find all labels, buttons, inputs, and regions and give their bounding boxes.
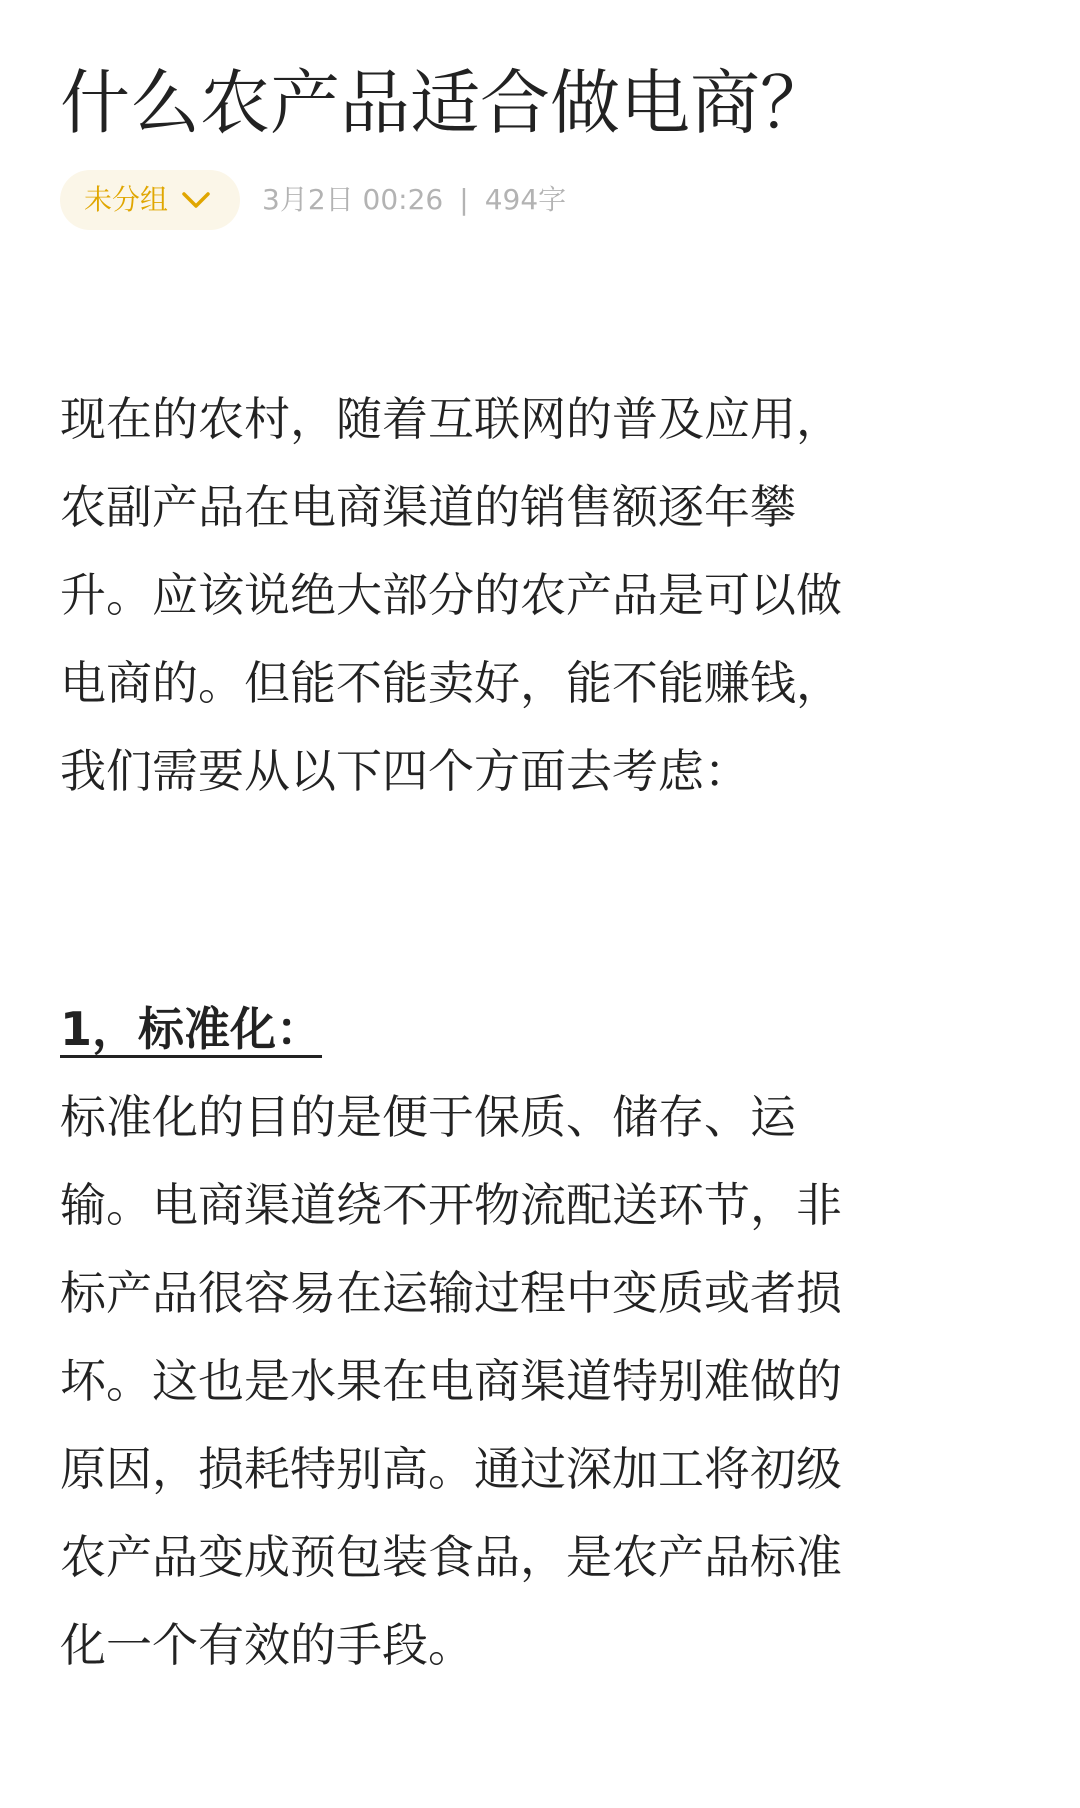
meta-separator: | bbox=[459, 183, 469, 216]
note-date: 3月2日 00:26 bbox=[262, 183, 444, 216]
section-heading: 1，标准化： bbox=[60, 1002, 323, 1056]
note-body[interactable] bbox=[60, 375, 1020, 1689]
intro-paragraph: 现在的农村，随着互联网的普及应用， 农副产品在电商渠道的销售额逐年攀 升。应该说绝大部分的农产品是可以做 电商的。但能不能卖好，能不能赚钱， 我们需要从以下四个方面去考虑： bbox=[60, 392, 842, 798]
group-label: 未分组 bbox=[84, 183, 169, 216]
note-meta bbox=[60, 170, 566, 230]
note-title[interactable]: 什么农产品适合做电商？ bbox=[60, 62, 830, 144]
word-count: 494字 bbox=[484, 183, 567, 216]
chevron-down-icon bbox=[176, 170, 216, 230]
group-selector-button[interactable] bbox=[60, 170, 240, 230]
section-paragraph: 标准化的目的是便于保质、储存、运 输。电商渠道绕不开物流配送环节，非 标产品很容易在运输过程中变质或者损 坏。这也是水果在电商渠道特别难做的 原因，损耗特别高。通过深加工将初级 农产品变成预包装食品，是农产品标准 化一个有效的手段。 bbox=[60, 1090, 842, 1672]
